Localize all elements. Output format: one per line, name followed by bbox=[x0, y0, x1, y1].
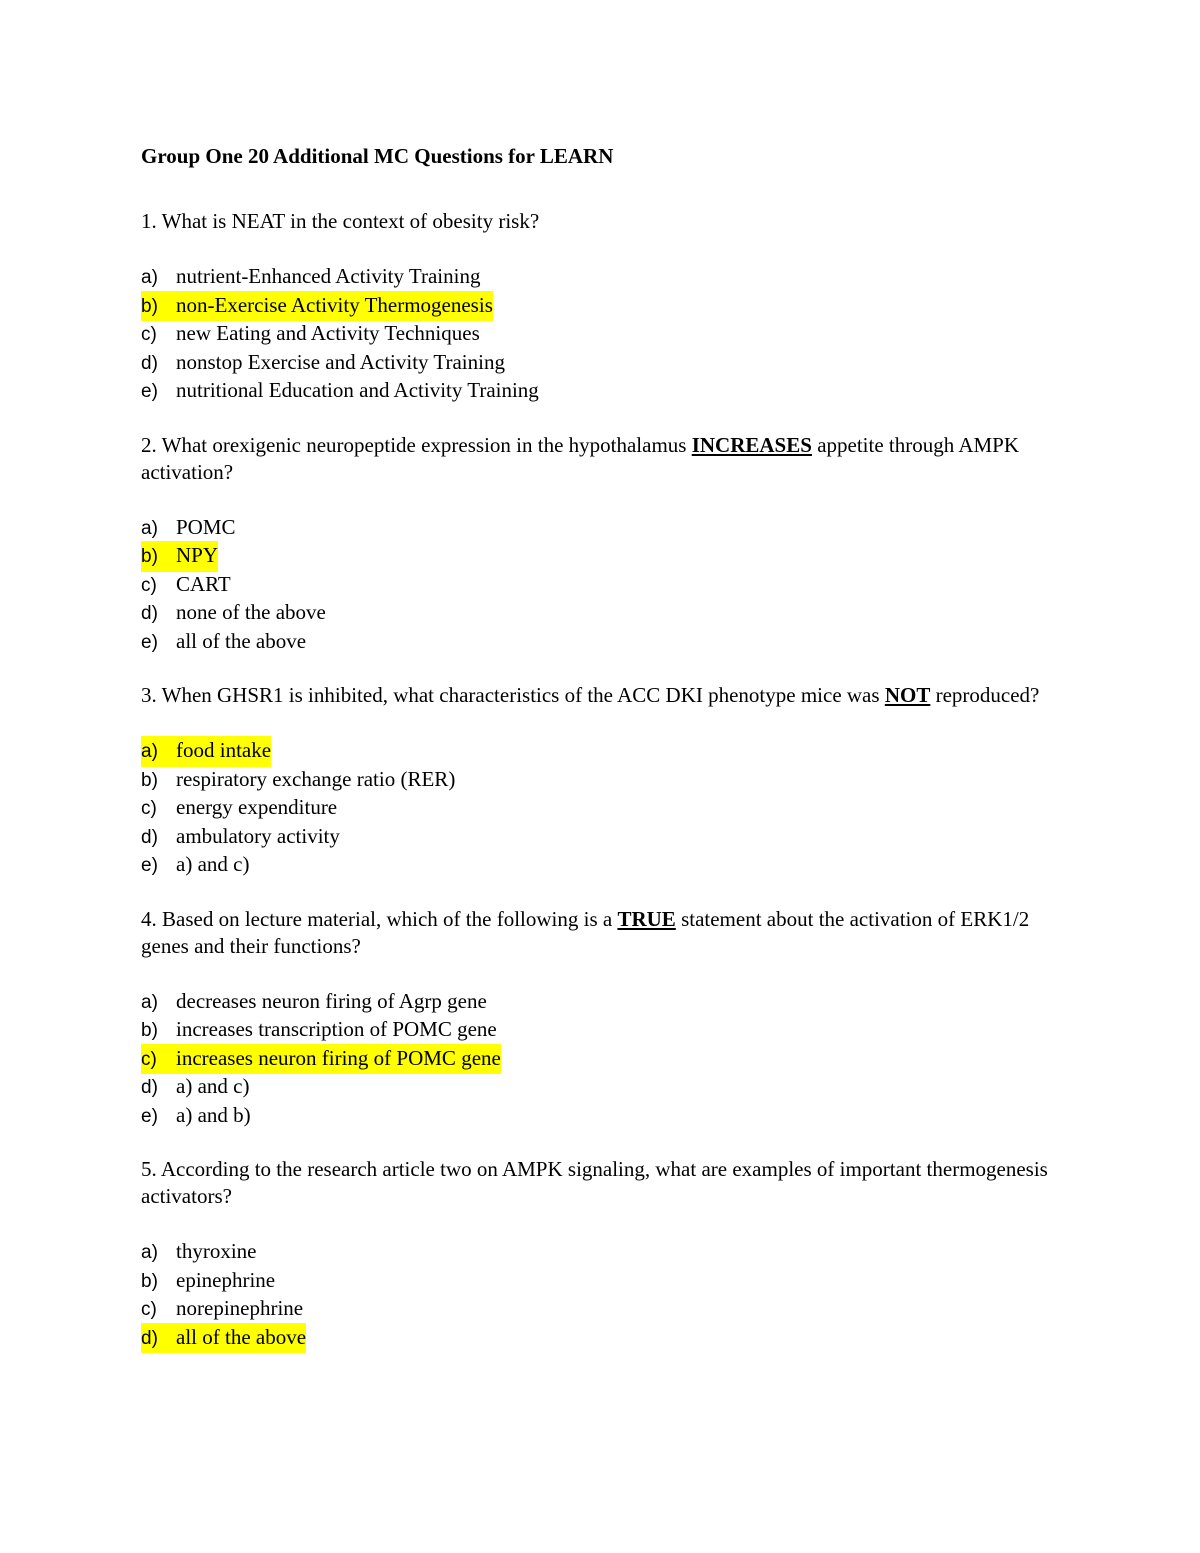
answer-option bbox=[141, 1015, 1071, 1044]
option-text: NPY bbox=[176, 543, 219, 567]
answer-option bbox=[141, 1323, 1071, 1352]
stem-text: 3. When GHSR1 is inhibited, what characteristics of the ACC DKI phenotype mice was bbox=[141, 683, 885, 707]
question-stem bbox=[141, 906, 1071, 960]
question-stem bbox=[141, 432, 1071, 486]
stem-text: appetite through AMPK activation? bbox=[141, 432, 1020, 484]
option-text: decreases neuron firing of Agrp gene bbox=[176, 988, 487, 1013]
answer-option bbox=[141, 570, 1071, 599]
answer-option bbox=[141, 627, 1071, 656]
answer-option bbox=[141, 1072, 1071, 1101]
option-text: food intake bbox=[176, 738, 272, 762]
answer-option bbox=[141, 1266, 1071, 1295]
option-letter: d) bbox=[141, 352, 158, 374]
option-text: epinephrine bbox=[176, 1267, 276, 1292]
option-letter: d) bbox=[141, 1327, 158, 1349]
option-letter: b) bbox=[141, 546, 158, 567]
answer-option bbox=[141, 765, 1071, 794]
option-text: nutrient-Enhanced Activity Training bbox=[176, 264, 481, 288]
stem-text: 1. What is NEAT in the context of obesity risk? bbox=[141, 209, 540, 233]
option-text: thyroxine bbox=[176, 1239, 257, 1263]
question-stem bbox=[141, 1156, 1071, 1210]
question-1 bbox=[141, 208, 1071, 405]
stem-text: reproduced? bbox=[930, 683, 1040, 707]
answer-options bbox=[141, 1237, 1071, 1351]
option-letter: a) bbox=[141, 741, 158, 762]
option-text: none of the above bbox=[176, 600, 326, 624]
option-text: a) and c) bbox=[176, 852, 250, 876]
option-letter: d) bbox=[141, 826, 158, 848]
answer-option bbox=[141, 376, 1071, 405]
option-letter: b) bbox=[141, 1270, 158, 1292]
answer-option bbox=[141, 1294, 1071, 1323]
answer-options bbox=[141, 513, 1071, 656]
option-letter: a) bbox=[141, 991, 158, 1013]
answer-options bbox=[141, 987, 1071, 1130]
option-letter: c) bbox=[141, 574, 157, 596]
answer-option bbox=[141, 541, 1071, 570]
option-text: ambulatory activity bbox=[176, 823, 340, 848]
option-text: norepinephrine bbox=[176, 1296, 304, 1320]
answer-option bbox=[141, 291, 1071, 320]
answer-option bbox=[141, 319, 1071, 348]
option-letter: e) bbox=[141, 1105, 158, 1127]
stem-keyword: NOT bbox=[884, 683, 931, 707]
answer-option bbox=[141, 1237, 1071, 1266]
option-text: increases neuron firing of POMC gene bbox=[176, 1045, 501, 1070]
option-text: CART bbox=[176, 571, 231, 596]
option-letter: a) bbox=[141, 517, 158, 539]
answer-option bbox=[141, 1101, 1071, 1130]
option-letter: c) bbox=[141, 798, 157, 819]
question-5 bbox=[141, 1156, 1071, 1351]
option-text: a) and b) bbox=[176, 1102, 251, 1127]
stem-keyword: TRUE bbox=[617, 906, 676, 931]
option-letter: e) bbox=[141, 631, 158, 653]
option-letter: d) bbox=[141, 1077, 158, 1098]
option-text: increases transcription of POMC gene bbox=[176, 1017, 497, 1041]
answer-option bbox=[141, 822, 1071, 851]
question-stem bbox=[141, 208, 1071, 235]
answer-option bbox=[141, 1044, 1071, 1073]
option-text: all of the above bbox=[176, 1324, 307, 1349]
answer-option bbox=[141, 513, 1071, 542]
option-letter: e) bbox=[141, 381, 158, 402]
answer-option bbox=[141, 348, 1071, 377]
question-2 bbox=[141, 432, 1071, 656]
option-letter: c) bbox=[141, 1048, 157, 1070]
document-title: Group One 20 Additional MC Questions for LEARN bbox=[141, 144, 614, 168]
answer-options bbox=[141, 262, 1071, 405]
option-text: a) and c) bbox=[176, 1074, 250, 1098]
option-text: all of the above bbox=[176, 628, 307, 653]
option-text: nonstop Exercise and Activity Training bbox=[176, 349, 505, 374]
option-letter: b) bbox=[141, 769, 158, 791]
option-letter: b) bbox=[141, 1020, 158, 1041]
document-page bbox=[141, 140, 1071, 1378]
option-letter: a) bbox=[141, 1242, 158, 1263]
answer-option bbox=[141, 736, 1071, 765]
option-text: non-Exercise Activity Thermogenesis bbox=[176, 292, 493, 317]
question-3 bbox=[141, 682, 1071, 879]
answer-option bbox=[141, 793, 1071, 822]
answer-option bbox=[141, 598, 1071, 627]
option-letter: e) bbox=[141, 855, 158, 876]
option-letter: c) bbox=[141, 324, 157, 345]
option-letter: d) bbox=[141, 603, 158, 624]
stem-keyword: INCREASES bbox=[691, 432, 812, 457]
stem-text: 4. Based on lecture material, which of the following is a bbox=[141, 906, 618, 931]
stem-text: statement about the activation of ERK1/2 genes and their functions? bbox=[141, 906, 1030, 958]
question-stem bbox=[141, 682, 1071, 709]
option-text: nutritional Education and Activity Training bbox=[176, 378, 539, 402]
option-text: new Eating and Activity Techniques bbox=[176, 321, 480, 345]
answer-option bbox=[141, 987, 1071, 1016]
option-text: respiratory exchange ratio (RER) bbox=[176, 766, 456, 791]
answer-option bbox=[141, 850, 1071, 879]
answer-option bbox=[141, 262, 1071, 291]
option-text: energy expenditure bbox=[176, 795, 338, 819]
option-text: POMC bbox=[176, 514, 236, 539]
option-letter: a) bbox=[141, 267, 158, 288]
question-4 bbox=[141, 906, 1071, 1130]
stem-text: 5. According to the research article two on AMPK signaling, what are examples of important thermogenesis activators? bbox=[141, 1157, 1048, 1208]
stem-text: 2. What orexigenic neuropeptide expression in the hypothalamus bbox=[141, 432, 692, 457]
answer-options bbox=[141, 736, 1071, 879]
option-letter: b) bbox=[141, 295, 158, 317]
option-letter: c) bbox=[141, 1299, 157, 1320]
